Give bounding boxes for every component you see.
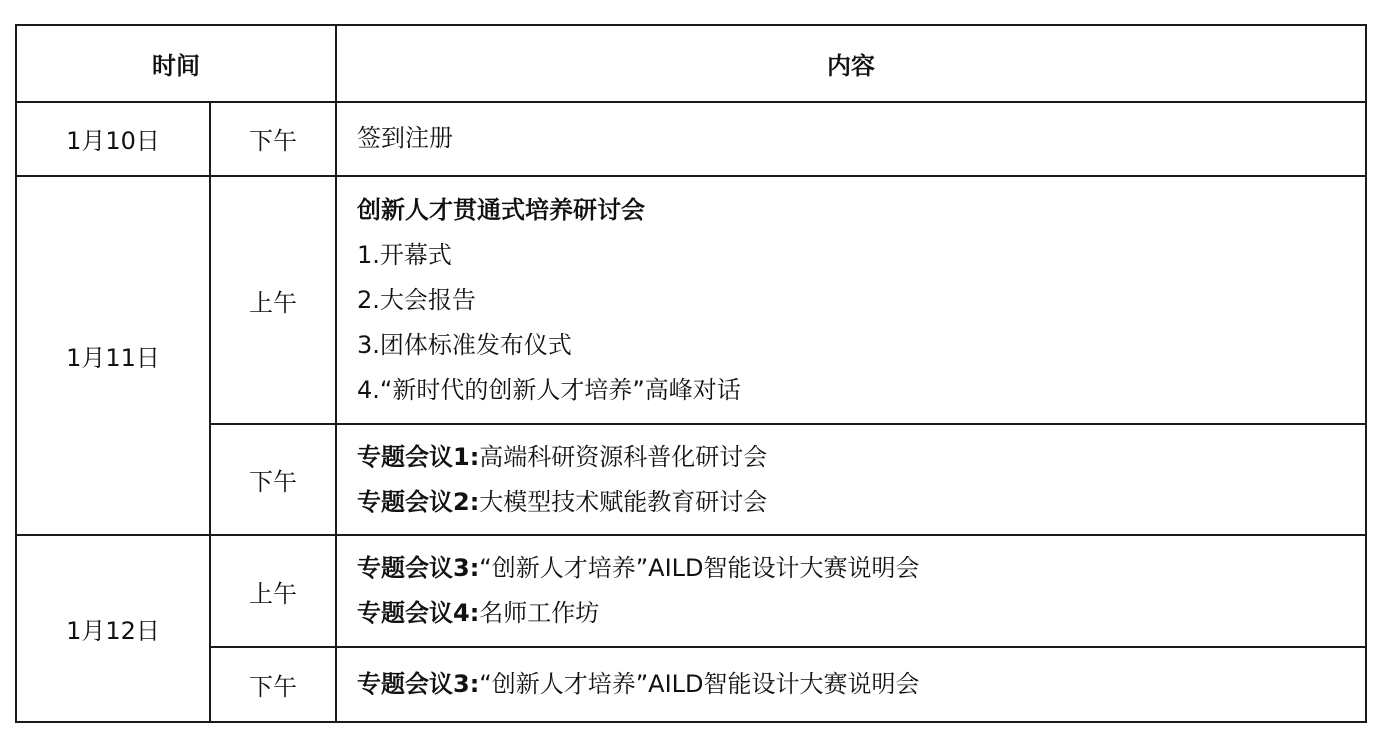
- header-row: [16, 25, 1366, 102]
- session-label: 专题会议1:: [357, 442, 480, 471]
- session-label: 专题会议2:: [357, 487, 480, 516]
- date-cell: 1月12日: [16, 535, 210, 722]
- content-header: 内容: [336, 25, 1366, 102]
- slot-cell: 下午: [210, 647, 336, 722]
- content-line: [357, 116, 1365, 161]
- session-topic: “创新人才培养”AILD智能设计大赛说明会: [479, 670, 920, 699]
- content-line: 4.“新时代的创新人才培养”高峰对话: [357, 375, 741, 404]
- date-cell: 1月10日: [16, 102, 210, 177]
- content-line: 1.开幕式: [357, 240, 452, 269]
- table-row: [16, 647, 1366, 722]
- content-line: [357, 546, 1365, 591]
- session-topic: 大模型技术赋能教育研讨会: [479, 487, 768, 516]
- time-header: 时间: [16, 25, 336, 102]
- slot-cell: 下午: [210, 102, 336, 177]
- session-label: 专题会议4:: [357, 599, 480, 628]
- content-line: 3.团体标准发布仪式: [357, 330, 572, 359]
- content-text: 签到注册: [357, 124, 453, 153]
- content-cell: [336, 535, 1366, 647]
- slot-cell: 上午: [210, 535, 336, 647]
- content-line: [357, 480, 1365, 525]
- content-line: [357, 591, 1365, 636]
- table-row: [16, 176, 1366, 424]
- session-label: 专题会议3:: [357, 670, 480, 699]
- slot-cell: 上午: [210, 176, 336, 424]
- session-topic: “创新人才培养”AILD智能设计大赛说明会: [479, 554, 920, 583]
- table-row: [16, 535, 1366, 647]
- content-cell: [336, 647, 1366, 722]
- schedule-table: [15, 24, 1367, 723]
- session-title: 创新人才贯通式培养研讨会: [357, 195, 645, 224]
- table-row: [16, 424, 1366, 535]
- content-line: [357, 662, 1365, 707]
- content-line: [357, 435, 1365, 480]
- date-cell: 1月11日: [16, 176, 210, 535]
- content-cell: [336, 102, 1366, 177]
- slot-cell: 下午: [210, 424, 336, 535]
- session-topic: 高端科研资源科普化研讨会: [479, 442, 768, 471]
- content-cell: [336, 424, 1366, 535]
- session-label: 专题会议3:: [357, 554, 480, 583]
- content-line: 2.大会报告: [357, 285, 476, 314]
- table-row: [16, 102, 1366, 177]
- content-cell: [336, 176, 1366, 424]
- session-topic: 名师工作坊: [479, 599, 600, 628]
